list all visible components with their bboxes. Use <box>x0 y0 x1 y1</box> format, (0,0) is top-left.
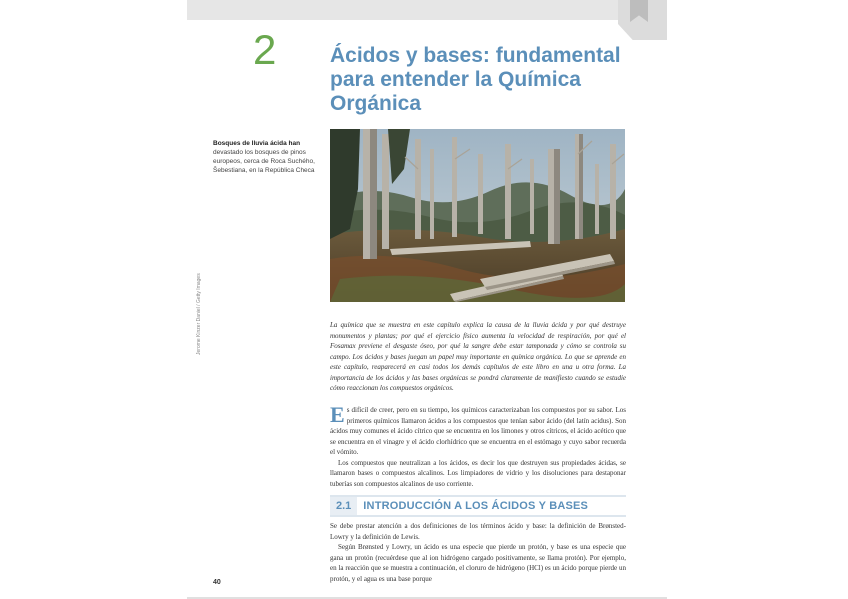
forest-photo <box>330 129 625 302</box>
caption-text: devastado los bosques de pinos europeos, cerca de Roca Suchého, Šebestiana, en la República Checa <box>213 149 315 174</box>
chapter-title: Ácidos y bases: fundamental para entender la Química Orgánica <box>330 44 621 115</box>
section-body <box>330 521 626 584</box>
top-band <box>187 0 667 20</box>
section-title: INTRODUCCIÓN A LOS ÁCIDOS Y BASES <box>363 500 589 512</box>
body-paragraph-1-text: s difícil de creer, pero en su tiempo, los químicos caracterizaban los compuestos por su sabor. Los primeros químicos llamaron ácidos a los compuestos que tenían sabor ácido (del latín acidus). Son ácidos muy comunes el ácido cítrico que se encuentra en los limones y otros cítricos, el ácido acético que se encuentra en el vinagre y el ácido clorhídrico que se encuentra en el estómago y cuyo sabor recuerda el vómito. <box>330 406 626 456</box>
page-number: 40 <box>213 579 221 586</box>
chapter-number: 2 <box>253 26 277 73</box>
chapter-intro: La química que se muestra en este capítulo explica la causa de la lluvia ácida y por qué destruye monumentos y plantas; por qué el ejercicio físico aumenta la velocidad de respiración, por qué el Fosamax previene el desgaste óseo, por qué la sangre debe estar tamponada y cómo se controla su campo. Los ácidos y bases juegan un papel muy importante en química orgánica. Lo que se aprende en este capítulo, reaparecerá en casi todos los demás capítulos de este libro en una u otra forma. La importancia de los ácidos y las bases orgánicas se pondrá claramente de manifiesto cuando se estudie cómo reaccionan los compuestos orgánicos. <box>330 321 626 392</box>
section-number: 2.1 <box>330 497 357 515</box>
section-paragraph-1: Se debe prestar atención a dos definiciones de los términos ácido y base: la definición de Brønsted-Lowry y la definición de Lewis. <box>330 522 626 541</box>
drop-cap: E <box>330 402 345 427</box>
photo-caption <box>213 139 318 175</box>
caption-lead: Bosques de lluvia ácida han <box>213 140 301 147</box>
body-paragraph-1 <box>330 402 626 458</box>
section-paragraph-2: Según Brønsted y Lowry, un ácido es una especie que pierde un protón, y base es una especie que gana un protón (recuérdese que al ion hidrógeno cargado positivamente, se llama protón). Por ejemplo, en la reacción que se muestra a continuación, el cloruro de hidrógeno (HCl) es un ácido porque pierde un protón, y el agua es una base porque <box>330 543 626 583</box>
body-paragraph-2: Los compuestos que neutralizan a los ácidos, es decir los que destruyen sus propiedades ácidas, se llamaron bases o compuestos alcalinos. Los limpiadores de vidrio y los disoluciones para destaponar tuberías son compuestos alcalinos de uso corriente. <box>330 458 626 488</box>
photo-credit: Jerome Kinzer Daniel / Getty Images <box>196 273 202 355</box>
forest-photo-icon <box>330 129 625 302</box>
section-header <box>330 495 626 517</box>
body-text <box>330 402 626 489</box>
